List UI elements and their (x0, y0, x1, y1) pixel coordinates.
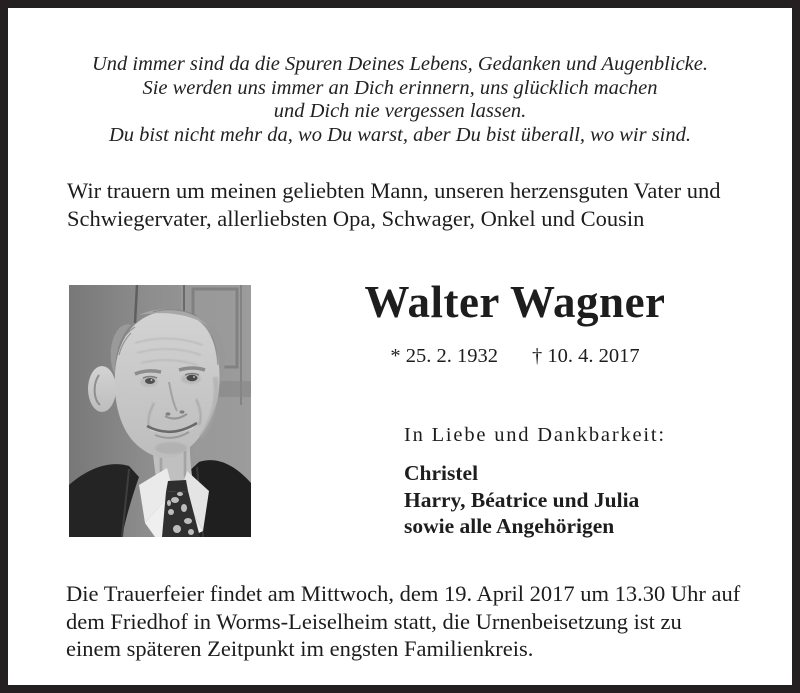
verse-line: Sie werden uns immer an Dich erinnern, uns glücklich machen (142, 76, 658, 99)
portrait-photo (69, 285, 251, 537)
tribute-heading: In Liebe und Dankbarkeit: (404, 424, 666, 446)
birth-date: * 25. 2. 1932 (390, 345, 498, 367)
portrait-photo-image (69, 285, 251, 537)
deceased-name: Walter Wagner (364, 277, 666, 327)
funeral-info-line: einem späteren Zeitpunkt im engsten Familienkreis. (66, 636, 534, 661)
life-dates (285, 345, 745, 368)
funeral-info-line: Die Trauerfeier findet am Mittwoch, dem 19. April 2017 um 13.30 Uhr auf (66, 581, 741, 606)
memorial-verse (8, 53, 792, 147)
mourners-list (404, 460, 639, 540)
mourning-intro-line: Wir trauern um meinen geliebten Mann, unseren herzensguten Vater und (67, 178, 721, 203)
death-date: † 10. 4. 2017 (532, 345, 640, 367)
mourner-line: sowie alle Angehörigen (404, 514, 615, 538)
verse-line: Du bist nicht mehr da, wo Du warst, aber Du bist überall, wo wir sind. (108, 123, 691, 146)
mourning-intro (67, 177, 720, 233)
verse-line: und Dich nie vergessen lassen. (273, 100, 527, 122)
funeral-info-line: dem Friedhof in Worms-Leiselheim statt, die Urnenbeisetzung ist zu (66, 608, 682, 634)
mourner-line: Harry, Béatrice und Julia (404, 487, 640, 512)
mourning-intro-line: Schwiegervater, allerliebsten Opa, Schwager, Onkel und Cousin (67, 206, 645, 231)
funeral-information (66, 580, 740, 663)
verse-line: Und immer sind da die Spuren Deines Lebens, Gedanken und Augenblicke. (91, 53, 708, 75)
mourner-line: Christel (404, 461, 479, 485)
